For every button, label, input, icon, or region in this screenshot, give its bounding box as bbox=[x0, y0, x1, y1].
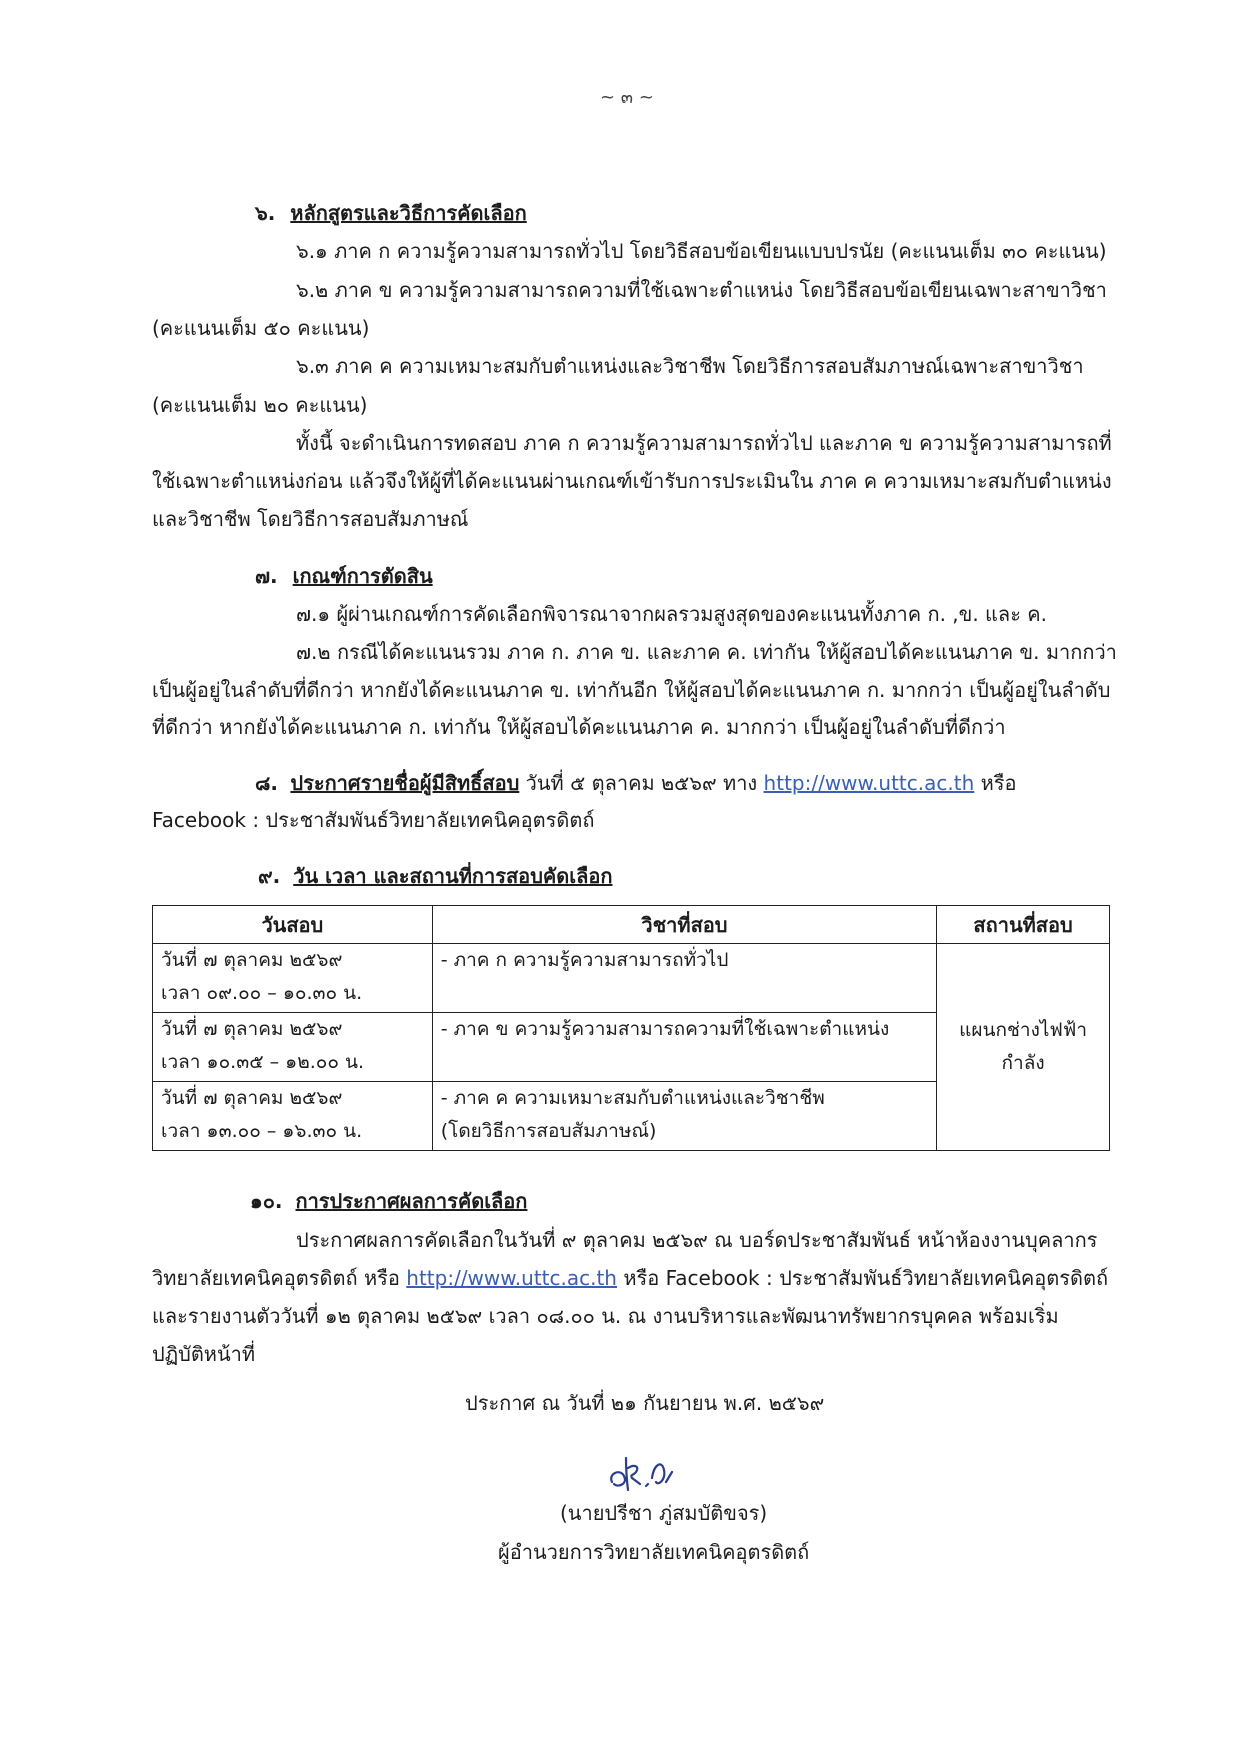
section-7-line-1: ๗.๑ ผู้ผ่านเกณฑ์การคัดเลือกพิจารณาจากผลรวมสูงสุดของคะแนนทั้งภาค ก. ,ข. และ ค. bbox=[296, 602, 1048, 626]
section-9-number: ๙. bbox=[258, 864, 281, 888]
section-8-after: หรือ bbox=[974, 771, 1017, 795]
exam-time: เวลา ๑๓.๐๐ – ๑๖.๓๐ น. bbox=[161, 1120, 363, 1142]
section-8-text: วันที่ ๕ ตุลาคม ๒๕๖๙ ทาง bbox=[519, 771, 764, 795]
section-6-line-1: ๖.๑ ภาค ก ความรู้ความสามารถทั่วไป โดยวิธีสอบข้อเขียนแบบปรนัย (คะแนนเต็ม ๓๐ คะแนน) bbox=[296, 239, 1107, 263]
section-8-line-1 bbox=[255, 767, 1017, 799]
column-header-date: วันสอบ bbox=[153, 906, 433, 944]
section-6-heading bbox=[255, 197, 527, 229]
column-header-place: สถานที่สอบ bbox=[937, 906, 1110, 944]
table-header-row bbox=[153, 906, 1110, 944]
exam-subject: - ภาค ข ความรู้ความสามารถความที่ใช้เฉพาะตำแหน่ง bbox=[440, 1018, 890, 1040]
signer-title: ผู้อำนวยการวิทยาลัยเทคนิคอุตรดิตถ์ bbox=[498, 1540, 810, 1564]
section-10-heading bbox=[250, 1185, 527, 1217]
section-8-line-2: Facebook : ประชาสัมพันธ์วิทยาลัยเทคนิคอุตรดิตถ์ bbox=[152, 808, 595, 832]
signature-image bbox=[600, 1438, 700, 1498]
exam-schedule-table bbox=[152, 905, 1110, 1151]
section-10-link[interactable]: http://www.uttc.ac.th bbox=[406, 1266, 617, 1290]
section-10-para-2 bbox=[152, 1262, 1108, 1294]
section-6-line-3b: (คะแนนเต็ม ๒๐ คะแนน) bbox=[152, 393, 368, 417]
column-header-subject: วิชาที่สอบ bbox=[432, 906, 936, 944]
section-7-line-2: ๗.๒ กรณีได้คะแนนรวม ภาค ก. ภาค ข. และภาค ค. เท่ากัน ให้ผู้สอบได้คะแนนภาค ข. มากกว่า bbox=[296, 640, 1117, 664]
section-7-number: ๗. bbox=[255, 564, 278, 588]
section-6-line-2b: (คะแนนเต็ม ๕๐ คะแนน) bbox=[152, 316, 370, 340]
exam-time: เวลา ๐๙.๐๐ – ๑๐.๓๐ น. bbox=[161, 982, 363, 1004]
subject-cell bbox=[432, 944, 936, 1013]
exam-subject: - ภาค ค ความเหมาะสมกับตำแหน่งและวิชาชีพ bbox=[440, 1087, 825, 1109]
section-8-link[interactable]: http://www.uttc.ac.th bbox=[763, 771, 975, 795]
section-10-para-3: และรายงานตัววันที่ ๑๒ ตุลาคม ๒๕๖๙ เวลา ๐๘.๐๐ น. ณ งานบริหารและพัฒนาทรัพยากรบุคคล พร้อมเริ่ม bbox=[152, 1304, 1059, 1328]
section-7-heading bbox=[255, 560, 433, 592]
table-row bbox=[153, 944, 1110, 1013]
section-10-para-2-start: วิทยาลัยเทคนิคอุตรดิตถ์ หรือ bbox=[152, 1266, 407, 1290]
section-9-title: วัน เวลา และสถานที่การสอบคัดเลือก bbox=[293, 864, 613, 888]
section-6-title: หลักสูตรและวิธีการคัดเลือก bbox=[290, 201, 527, 225]
section-6-line-2: ๖.๒ ภาค ข ความรู้ความสามารถความที่ใช้เฉพาะตำแหน่ง โดยวิธีสอบข้อเขียนเฉพาะสาขาวิชา bbox=[296, 278, 1107, 302]
section-8-title: ประกาศรายชื่อผู้มีสิทธิ์สอบ bbox=[290, 771, 520, 795]
section-6-number: ๖. bbox=[255, 201, 276, 225]
section-7-title: เกณฑ์การตัดสิน bbox=[292, 564, 433, 588]
section-8-number: ๘. bbox=[255, 771, 279, 795]
exam-date: วันที่ ๗ ตุลาคม ๒๕๖๙ bbox=[161, 1087, 343, 1109]
section-6-line-3: ๖.๓ ภาค ค ความเหมาะสมกับตำแหน่งและวิชาชีพ โดยวิธีการสอบสัมภาษณ์เฉพาะสาขาวิชา bbox=[296, 354, 1084, 378]
signer-name: (นายปรีชา ภู่สมบัติขจร) bbox=[560, 1501, 768, 1525]
section-10-para-2-end: หรือ Facebook : ประชาสัมพันธ์วิทยาลัยเทคนิคอุตรดิตถ์ bbox=[616, 1266, 1109, 1290]
date-cell bbox=[153, 1082, 433, 1151]
place-cell: แผนกช่างไฟฟ้ากำลัง bbox=[937, 944, 1110, 1151]
exam-date: วันที่ ๗ ตุลาคม ๒๕๖๙ bbox=[161, 949, 343, 971]
section-10-number: ๑๐. bbox=[250, 1189, 283, 1213]
section-6-para-3: และวิชาชีพ โดยวิธีการสอบสัมภาษณ์ bbox=[152, 507, 469, 531]
date-cell bbox=[153, 944, 433, 1013]
exam-subject: - ภาค ก ความรู้ความสามารถทั่วไป bbox=[440, 949, 729, 971]
section-10-para-1: ประกาศผลการคัดเลือกในวันที่ ๙ ตุลาคม ๒๕๖๙ ณ บอร์ดประชาสัมพันธ์ หน้าห้องงานบุคลากร bbox=[296, 1228, 1098, 1252]
page-number: ~ ๓ ~ bbox=[600, 87, 654, 108]
subject-cell bbox=[432, 1082, 936, 1151]
section-10-para-4: ปฏิบัติหน้าที่ bbox=[152, 1342, 256, 1366]
section-9-heading bbox=[258, 860, 612, 892]
section-6-para-1: ทั้งนี้ จะดำเนินการทดสอบ ภาค ก ความรู้ความสามารถทั่วไป และภาค ข ความรู้ความสามารถที่ bbox=[296, 431, 1112, 455]
subject-cell bbox=[432, 1013, 936, 1082]
exam-date: วันที่ ๗ ตุลาคม ๒๕๖๙ bbox=[161, 1018, 343, 1040]
announce-date: ประกาศ ณ วันที่ ๒๑ กันยายน พ.ศ. ๒๕๖๙ bbox=[465, 1391, 825, 1415]
section-7-line-4: ที่ดีกว่า หากยังได้คะแนนภาค ก. เท่ากัน ให้ผู้สอบได้คะแนนภาค ค. มากกว่า เป็นผู้อยู่ในลำดับที่ดีกว่า bbox=[152, 715, 1006, 739]
section-7-line-3: เป็นผู้อยู่ในลำดับที่ดีกว่า หากยังได้คะแนนภาค ข. เท่ากันอีก ให้ผู้สอบได้คะแนนภาค ก. มากกว่า เป็นผู้อยู่ในลำดับ bbox=[152, 678, 1111, 702]
exam-time: เวลา ๑๐.๓๕ – ๑๒.๐๐ น. bbox=[161, 1051, 365, 1073]
exam-subject-note: (โดยวิธีการสอบสัมภาษณ์) bbox=[440, 1120, 657, 1142]
section-6-para-2: ใช้เฉพาะตำแหน่งก่อน แล้วจึงให้ผู้ที่ได้คะแนนผ่านเกณฑ์เข้ารับการประเมินใน ภาค ค ความเหมาะสมกับตำแหน่ง bbox=[152, 469, 1112, 493]
date-cell bbox=[153, 1013, 433, 1082]
section-10-title: การประกาศผลการคัดเลือก bbox=[295, 1189, 528, 1213]
